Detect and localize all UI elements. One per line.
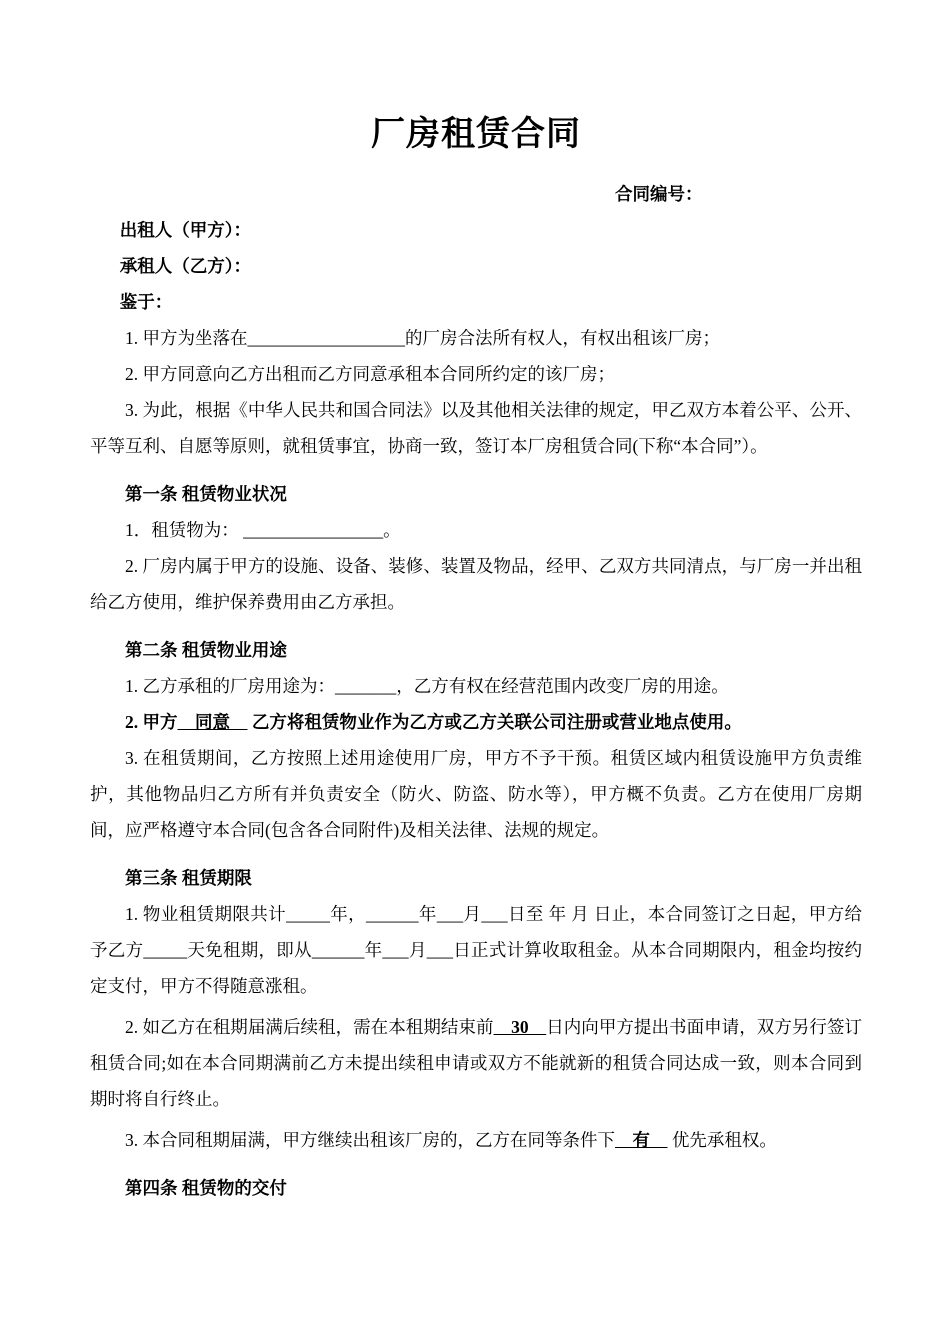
section2-heading: 第二条 租赁物业用途 — [125, 640, 287, 661]
section3-item-3-text-after: 优先承租权。 — [667, 1130, 777, 1151]
section2-item-1: 1. 乙方承租的厂房用途为：_______，乙方有权在经营范围内改变厂房的用途。 — [125, 676, 729, 697]
section3-item-1: 1. 物业租赁期限共计_____年，______年___月___日至 年 月 日止，本合同签订之日起，甲方给予乙方_____天免租期，即从______年___月___日正式计算收取租金。从本合同期限内，租金均按约定支付，甲方不得随意涨租。 — [90, 904, 862, 997]
section2-item-2-text: 2. 甲方 — [125, 712, 178, 733]
section1-heading: 第一条 租赁物业状况 — [125, 484, 287, 505]
section2-item-2-text-after: 乙方将租赁物业作为乙方或乙方关联公司注册或营业地点使用。 — [247, 712, 742, 733]
section2-item-3: 3. 在租赁期间，乙方按照上述用途使用厂房，甲方不予干预。租赁区域内租赁设施甲方负责维护，其他物品归乙方所有并负责安全（防火、防盗、防水等），甲方概不负责。乙方在使用厂房期间，应严格遵守本合同(包含各合同附件)及相关法律、法规的规定。 — [90, 748, 862, 841]
preamble-item-2: 2. 甲方同意向乙方出租而乙方同意承租本合同所约定的该厂房； — [125, 364, 615, 385]
section1-item-2: 2. 厂房内属于甲方的设施、设备、装修、装置及物品，经甲、乙双方共同清点，与厂房一并出租给乙方使用，维护保养费用由乙方承担。 — [90, 556, 862, 613]
section3-item-3-blank-value: 有 — [615, 1130, 668, 1151]
lessee-party-line: 承租人（乙方）： — [119, 256, 251, 277]
section3-item-3-text: 3. 本合同租期届满，甲方继续出租该厂房的，乙方在同等条件下 — [125, 1130, 615, 1151]
section3-item-2-blank-value: 30 — [493, 1017, 547, 1038]
lessor-party-line: 出租人（甲方）： — [119, 220, 251, 241]
section3-heading: 第三条 租赁期限 — [125, 868, 252, 889]
section3-item-3 — [90, 1122, 862, 1158]
contract-number-label: 合同编号： — [615, 184, 703, 205]
section4-heading: 第四条 租赁物的交付 — [125, 1178, 287, 1199]
section3-item-2-text-after: 日内向甲方提出书面申请，双方另行签订租赁合同;如在本合同期满前乙方未提出续租申请或双方不能就新的租赁合同达成一致，则本合同到期时将自行终止。 — [90, 1017, 863, 1110]
preamble-item-1: 1. 甲方为坐落在__________________的厂房合法所有权人，有权出租该厂房； — [125, 328, 720, 349]
whereas-label: 鉴于： — [119, 292, 173, 313]
document-title: 厂房租赁合同 — [371, 115, 581, 153]
section2-item-2-blank-value: 同意 — [177, 712, 248, 733]
section1-item-1: 1．租赁物为： ________________。 — [125, 520, 401, 541]
section3-item-2-text: 2. 如乙方在租期届满后续租，需在本租期结束前 — [125, 1017, 494, 1038]
section3-item-2 — [90, 1009, 862, 1117]
section2-item-2 — [90, 704, 862, 740]
preamble-item-3: 3. 为此，根据《中华人民共和国合同法》以及其他相关法律的规定，甲乙双方本着公平、公开、平等互利、自愿等原则，就租赁事宜，协商一致，签订本厂房租赁合同(下称“本合同”）。 — [90, 400, 862, 457]
